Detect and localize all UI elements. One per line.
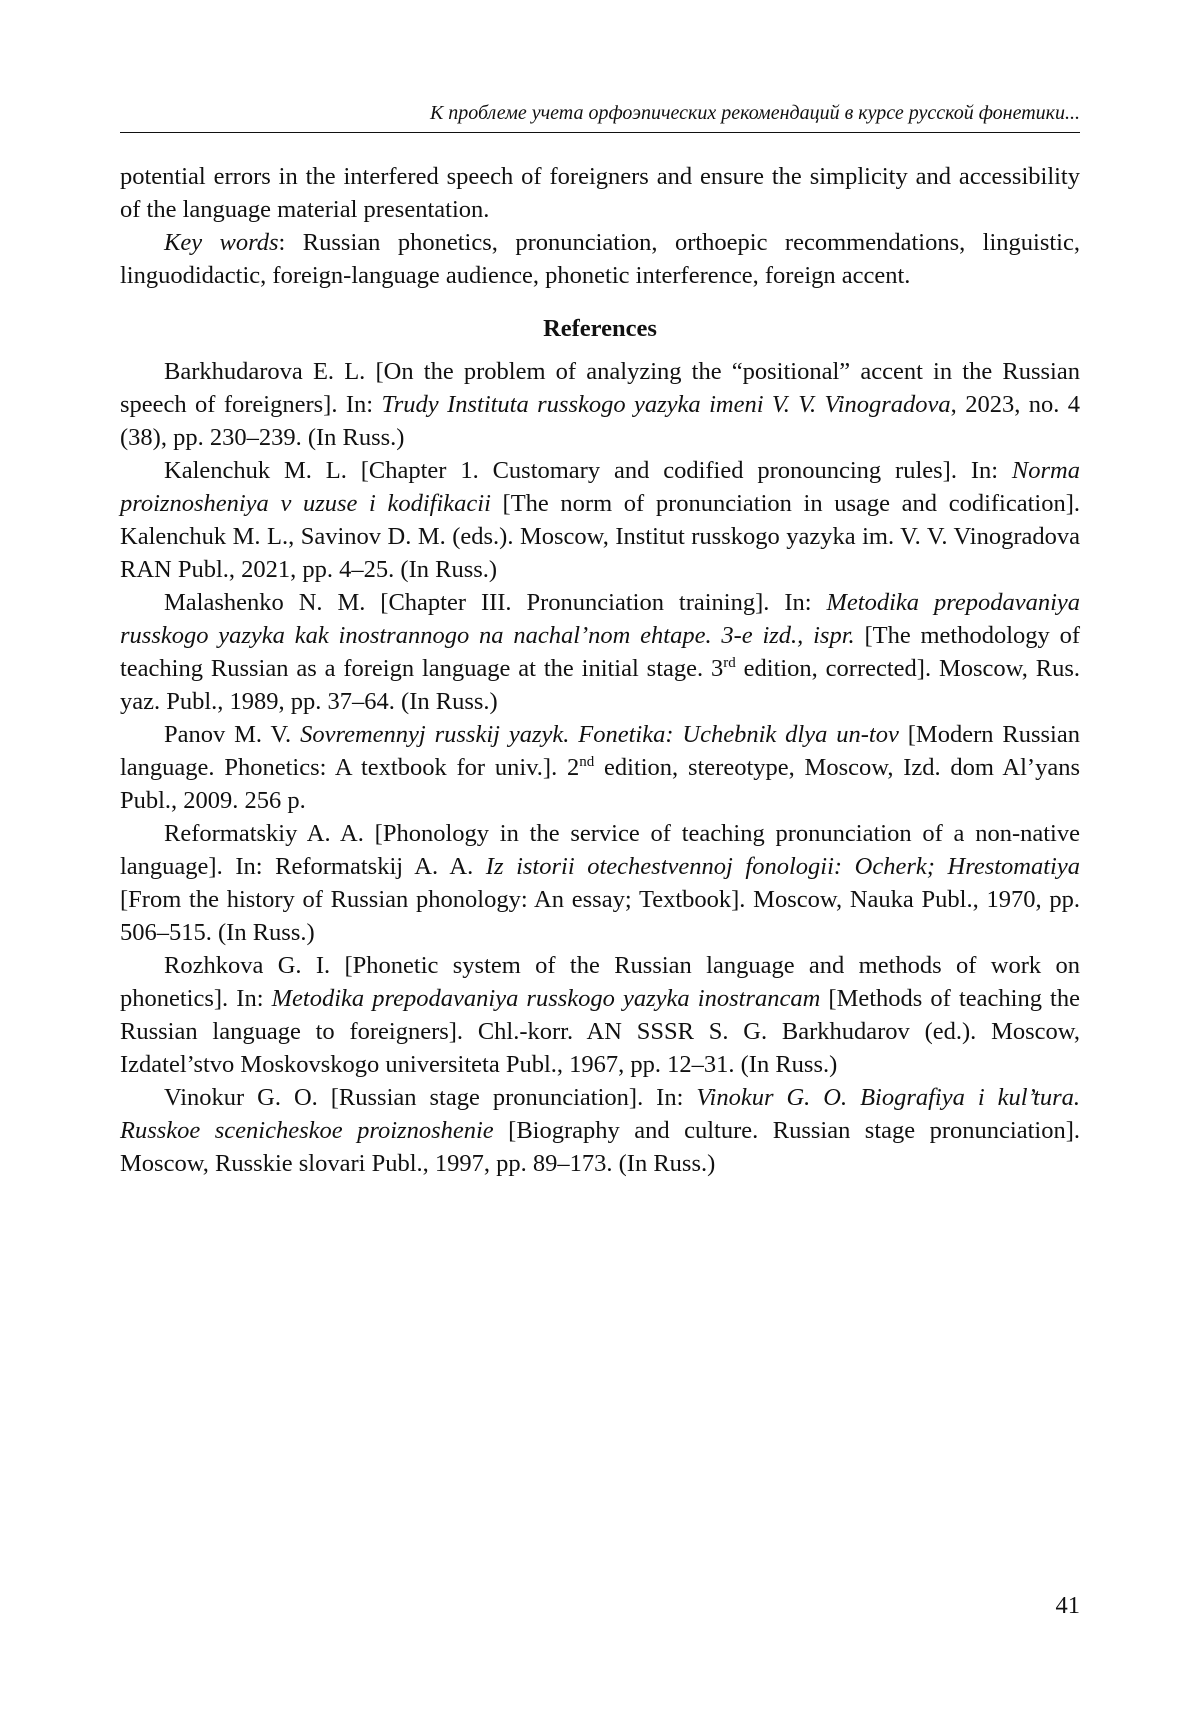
keywords-label: Key words xyxy=(164,229,279,256)
reference-text: Reformatskiy A. A. [Phonology in the service of teaching pronunciation of a non-native language]. In: Reformatskij A. A. xyxy=(120,820,1080,880)
reference-text: [The methodology of teaching Russian as a foreign language at the initial stage. 3 xyxy=(120,622,1080,682)
reference-title: Norma proiznosheniya v uzuse i kodifikacii xyxy=(120,457,1080,517)
reference-text: [Biography and culture. Russian stage pronunciation]. Moscow, Russkie slovari Publ., 1997, pp. 89–173. (In Russ.) xyxy=(120,1117,1080,1177)
reference-title: Sovremennyj russkij yazyk. Fonetika: Uchebnik dlya un-tov xyxy=(300,721,899,748)
reference-text: [Modern Russian language. Phonetics: A textbook for univ.]. 2 xyxy=(120,721,1080,781)
keywords-text: : Russian phonetics, pronunciation, orthoepic recommendations, linguistic, linguodidactic, foreign-language audience, phonetic interference, foreign accent. xyxy=(120,229,1080,289)
ordinal-superscript: rd xyxy=(723,654,736,671)
reference-text: Kalenchuk M. L. [Chapter 1. Customary and codified pronouncing rules]. In: xyxy=(164,457,1012,484)
page-number: 41 xyxy=(1055,1592,1080,1619)
references-heading: References xyxy=(543,315,657,342)
reference-title: Vinokur G. O. Biografiya i kul’tura. Russkoe scenicheskoe proiznoshenie xyxy=(120,1084,1080,1144)
reference-text: , 2023, no. 4 (38), pp. 230–239. (In Russ.) xyxy=(120,391,1080,451)
reference-text: edition, corrected]. Moscow, Rus. yaz. Publ., 1989, pp. 37–64. (In Russ.) xyxy=(120,655,1081,715)
reference-text: edition, stereotype, Moscow, Izd. dom Al’yans Publ., 2009. 256 p. xyxy=(120,754,1080,814)
reference-title: Metodika prepodavaniya russkogo yazyka inostrancam xyxy=(271,985,821,1012)
reference-item xyxy=(120,1081,1080,1180)
reference-title: Metodika prepodavaniya russkogo yazyka kak inostrannogo na nachal’nom ehtape. 3-e izd., ispr. xyxy=(120,589,1081,649)
reference-item xyxy=(120,949,1080,1081)
reference-text: Barkhudarova E. L. [On the problem of analyzing the “positional” accent in the Russian speech of foreigners]. In: xyxy=(120,358,1080,418)
reference-item xyxy=(120,454,1080,586)
reference-text: [The norm of pronunciation in usage and codification]. Kalenchuk M. L., Savinov D. M. (eds.). Moscow, Institut russkogo yazyka im. V. V. Vinogradova RAN Publ., 2021, pp. 4–25. (In Russ.) xyxy=(120,490,1080,583)
reference-text: [From the history of Russian phonology: An essay; Textbook]. Moscow, Nauka Publ., 1970, pp. 506–515. (In Russ.) xyxy=(120,886,1080,946)
reference-item xyxy=(120,718,1080,817)
reference-item xyxy=(120,355,1080,454)
reference-title: Iz istorii otechestvennoj fonologii: Ocherk; Hrestomatiya xyxy=(485,853,1080,880)
keywords-paragraph xyxy=(120,226,1080,292)
reference-text: Malashenko N. M. [Chapter III. Pronunciation training]. In: xyxy=(164,589,827,616)
reference-item xyxy=(120,817,1080,949)
running-header: К проблеме учета орфоэпических рекомендаций в курсе русской фонетики... xyxy=(120,100,1080,133)
page-content xyxy=(120,160,1080,1180)
reference-title: Trudy Instituta russkogo yazyka imeni V. V. Vinogradova xyxy=(381,391,951,418)
reference-item xyxy=(120,586,1080,718)
ordinal-superscript: nd xyxy=(579,753,595,770)
reference-text: Panov M. V. xyxy=(164,721,301,748)
reference-text: Vinokur G. O. [Russian stage pronunciation]. In: xyxy=(164,1084,697,1111)
abstract-continuation: potential errors in the interfered speech of foreigners and ensure the simplicity and accessibility of the language material presentation. xyxy=(120,163,1080,223)
reference-text: [Methods of teaching the Russian language to foreigners]. Chl.-korr. AN SSSR S. G. Barkhudarov (ed.). Moscow, Izdatel’stvo Moskovskogo universiteta Publ., 1967, pp. 12–31. (In Russ.) xyxy=(120,985,1080,1078)
reference-text: Rozhkova G. I. [Phonetic system of the Russian language and methods of work on phonetics]. In: xyxy=(120,952,1080,1012)
